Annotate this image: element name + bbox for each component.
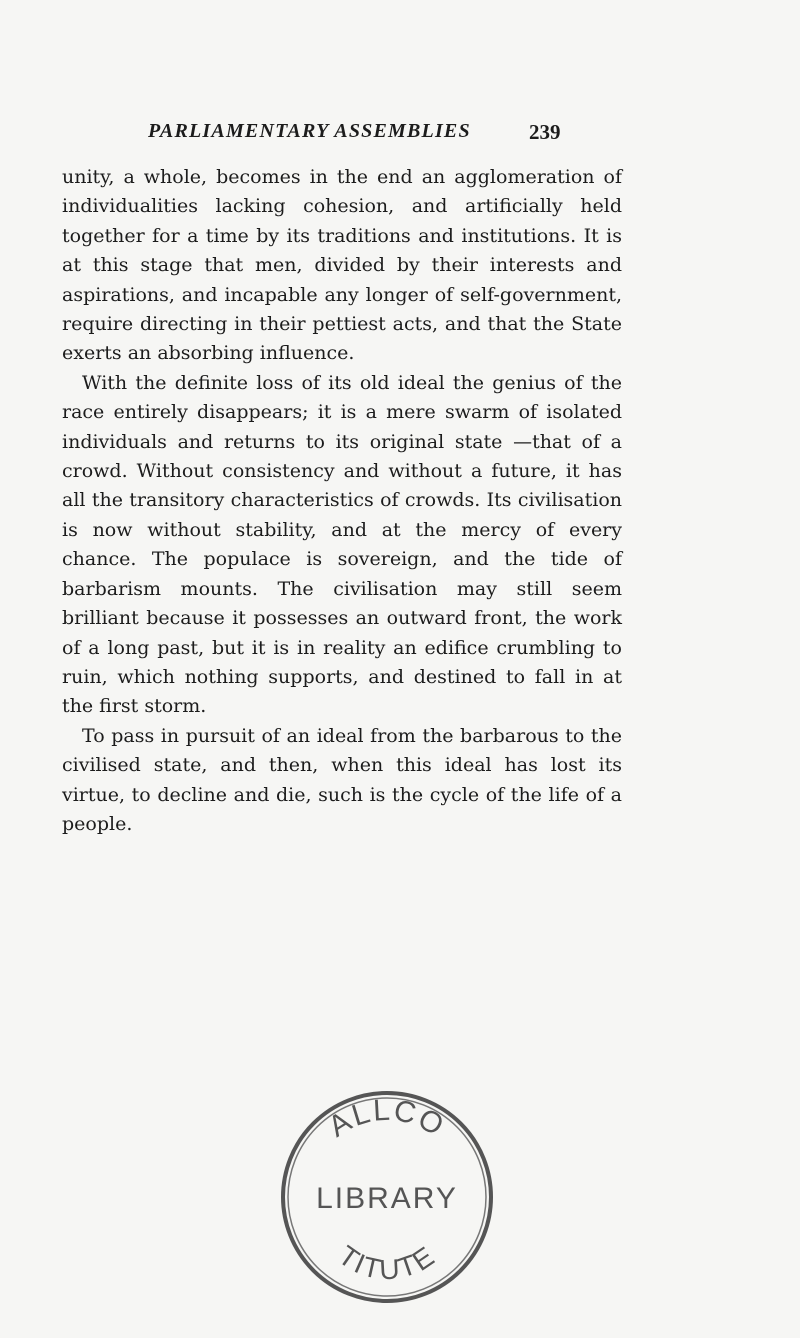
body-text [62, 163, 622, 839]
stamp-bottom-text: TITUTE [332, 1239, 442, 1286]
page-number: 239 [529, 120, 561, 144]
running-title: PARLIAMENTARY ASSEMBLIES [148, 120, 471, 142]
stamp-center-text: LIBRARY [316, 1182, 458, 1215]
paragraph-3: To pass in pursuit of an ideal from the barbarous to the civilised state, and then, when this ideal has lost its virtue, to decline and die, such is the cycle of the life of a people. [62, 724, 622, 835]
paragraph-1: unity, a whole, becomes in the end an agglomeration of individualities lacking cohesion, and artificially held together for a time by its traditions and institutions. It is at this stage that men, divided by their interests and aspirations, and incapable any longer of self-government, require directing in their pettiest acts, and that the State exerts an absorbing influence. [62, 166, 622, 365]
paragraph-2: With the definite loss of its old ideal the genius of the race entirely disappears; it is a mere swarm of isolated individuals and returns to its original state —that of a crowd. Without consistency and without a future, it has all the transitory characteristics of crowds. Its civilisation is now without stability, and at the mercy of every chance. The populace is sovereign, and the tide of barbarism mounts. The civilisation may still seem brilliant because it possesses an outward front, the work of a long past, but it is in reality an edifice crumbling to ruin, which nothing supports, and destined to fall in at the first storm. [62, 371, 622, 718]
page-header [0, 114, 800, 150]
stamp-top-text: ALLCO [322, 1093, 451, 1144]
library-stamp [276, 1086, 498, 1308]
